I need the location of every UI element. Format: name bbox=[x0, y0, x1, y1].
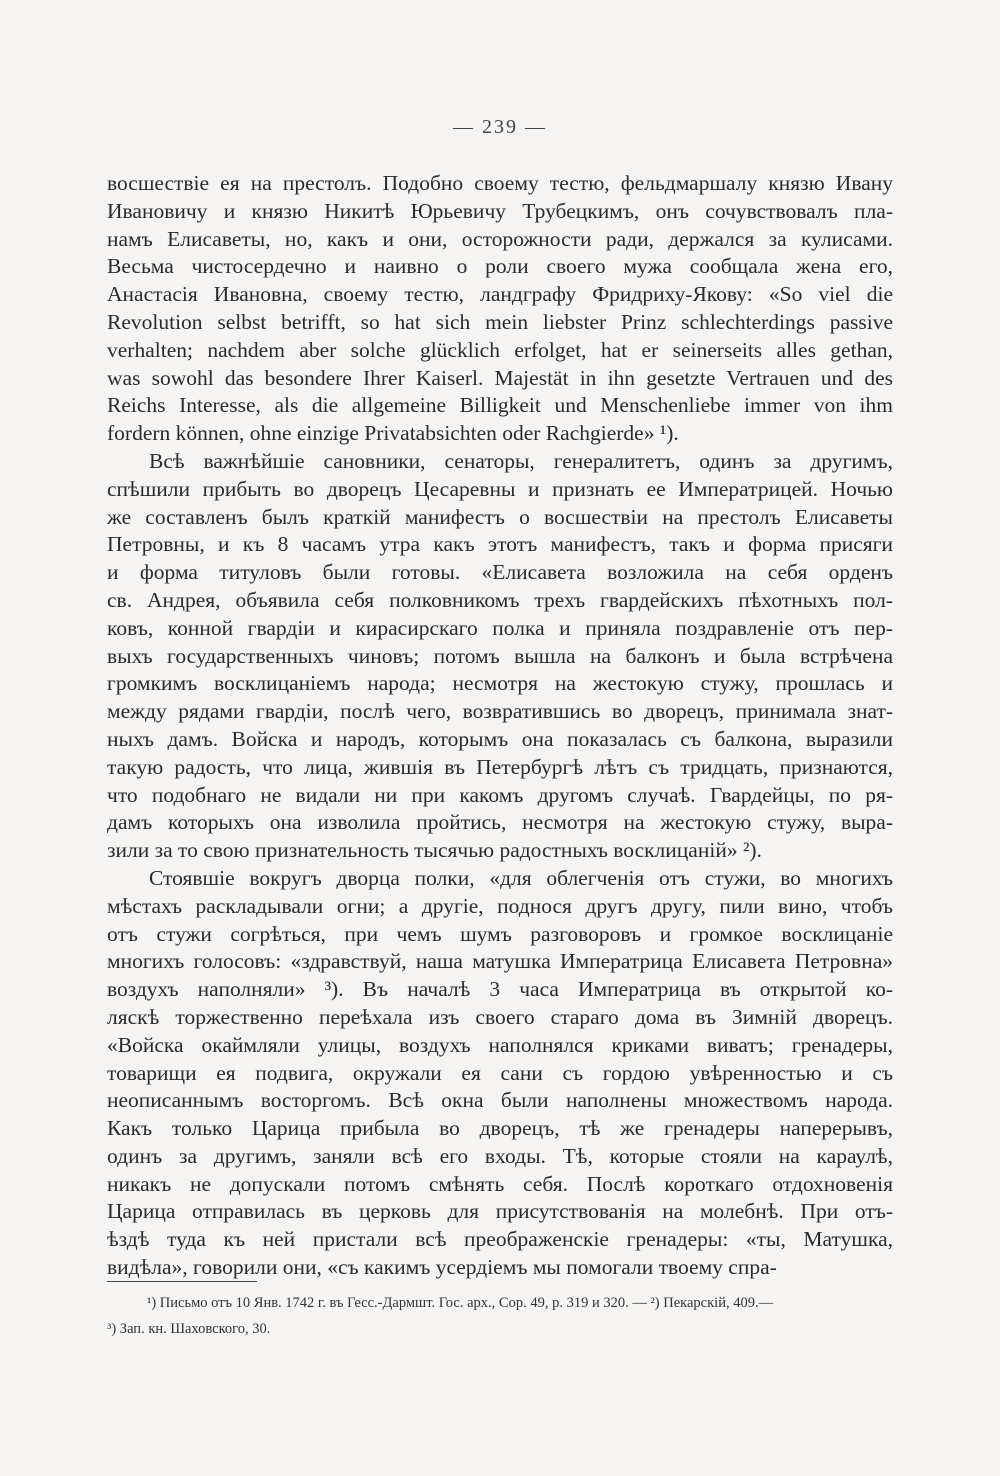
text-line: многихъ голосовъ: «здравствуй, наша матушка Императрица Елисавета Петровна» bbox=[107, 949, 893, 974]
text-line: громкимъ восклицаніемъ народа; несмотря на жестокую стужу, прошлась и bbox=[107, 671, 893, 696]
text-line: ковъ, конной гвардіи и кирасирскаго полка и приняла поздравленіе отъ пер- bbox=[107, 615, 893, 640]
text-line: Анастасія Ивановна, своему тестю, ландграфу Фридриху-Якову: «So viel die bbox=[107, 282, 893, 307]
paragraph bbox=[107, 170, 893, 448]
text-line: же составленъ былъ краткій манифестъ о восшествіи на престолъ Елисаветы bbox=[107, 504, 893, 529]
paragraph bbox=[107, 865, 893, 1282]
page-number: — 239 — bbox=[453, 116, 547, 138]
text-line: Весьма чистосердечно и наивно о роли своего мужа сообщала жена его, bbox=[107, 254, 893, 279]
text-line: verhalten; nachdem aber solche glücklich erfolget, hat er seinerseits alles gethan, bbox=[107, 337, 893, 362]
text-line: одинъ за другимъ, заняли всѣ его входы. Тѣ, которые стояли на караулѣ, bbox=[107, 1143, 893, 1168]
text-line: Петровны, и къ 8 часамъ утра какъ этотъ манифестъ, такъ и форма присяги bbox=[107, 532, 893, 557]
text-line: fordern können, ohne einzige Privatabsichten oder Rachgierde» ¹). bbox=[107, 421, 679, 446]
text-line: ляскѣ торжественно переѣхала изъ своего стараго дома въ Зимній дворецъ. bbox=[107, 1004, 893, 1029]
text-line: ныхъ дамъ. Войска и народъ, которымъ она показалась съ балкона, выразили bbox=[107, 726, 893, 751]
text-line: св. Андрея, объявила себя полковникомъ трехъ гвардейскихъ пѣхотныхъ пол- bbox=[107, 587, 893, 612]
text-line: «Войска окаймляли улицы, воздухъ наполнялся криками виватъ; гренадеры, bbox=[107, 1032, 893, 1057]
text-line: Ивановичу и князю Никитѣ Юрьевичу Трубецкимъ, онъ сочувствовалъ пла- bbox=[107, 198, 893, 223]
text-line: воздухъ наполняли» ³). Въ началѣ 3 часа Императрица въ открытой ко- bbox=[107, 977, 893, 1002]
text-line: ѣздѣ туда къ ней пристали всѣ преображенскіе гренадеры: «ты, Матушка, bbox=[107, 1227, 893, 1252]
text-line: зили за то свою признательность тысячью радостныхъ восклицаній» ²). bbox=[107, 838, 762, 863]
footnote-rule bbox=[107, 1281, 257, 1282]
text-line: и форма титуловъ были готовы. «Елисавета возложила на себя орденъ bbox=[107, 560, 893, 585]
body-text bbox=[107, 170, 893, 1282]
text-line: мѣстахъ раскладывали огни; а другіе, поднося другъ другу, пили вино, чтобъ bbox=[107, 893, 893, 918]
text-line: намъ Елисаветы, но, какъ и они, осторожности ради, держался за кулисами. bbox=[107, 226, 893, 251]
paragraph bbox=[107, 448, 893, 865]
text-line: Всѣ важнѣйшіе сановники, сенаторы, генералитетъ, одинъ за другимъ, bbox=[149, 448, 893, 473]
footnote: ¹) Письмо отъ 10 Янв. 1742 г. въ Гесс.-Дармшт. Гос. арх., Сор. 49, р. 319 и 320. — ²) Пекарскій, 409.— bbox=[147, 1295, 774, 1311]
text-line: отъ стужи согрѣться, при чемъ шумъ разговоровъ и громкое восклицаніе bbox=[107, 921, 893, 946]
text-line: товарищи ея подвига, окружали ея сани съ гордою увѣренностью и съ bbox=[107, 1060, 893, 1085]
text-line: Царица отправилась въ церковь для присутствованія на молебнѣ. При отъ- bbox=[107, 1199, 893, 1224]
text-line: выхъ государственныхъ чиновъ; потомъ вышла на балконъ и была встрѣчена bbox=[107, 643, 893, 668]
text-line: восшествіе ея на престолъ. Подобно своему тестю, фельдмаршалу князю Ивану bbox=[107, 171, 893, 195]
text-line: спѣшили прибыть во дворецъ Цесаревны и признать ее Императрицей. Ночью bbox=[107, 476, 893, 501]
text-line: Стоявшіе вокругъ дворца полки, «для облегченія отъ стужи, во многихъ bbox=[149, 865, 893, 890]
footnotes bbox=[107, 1290, 893, 1342]
text-line: неописаннымъ восторгомъ. Всѣ окна были наполнены множествомъ народа. bbox=[107, 1088, 893, 1113]
text-line: Какъ только Царица прибыла во дворецъ, тѣ же гренадеры наперерывъ, bbox=[107, 1116, 893, 1141]
text-line: Revolution selbst betrifft, so hat sich mein liebster Prinz schlechterdings passive bbox=[107, 309, 893, 334]
text-line: Reichs Interesse, als die allgemeine Billigkeit und Menschenliebe immer von ihm bbox=[107, 393, 893, 418]
text-line: такую радость, что лица, жившія въ Петербургѣ лѣтъ съ тридцать, признаются, bbox=[107, 754, 893, 779]
text-line: между рядами гвардіи, послѣ чего, возвратившись во дворецъ, принимала знат- bbox=[107, 699, 893, 724]
text-line: видѣла», говорили они, «съ какимъ усердіемъ мы помогали твоему спра- bbox=[107, 1255, 777, 1280]
footnote: ³) Зап. кн. Шаховского, 30. bbox=[107, 1321, 271, 1337]
text-line: что подобнаго не видали ни при какомъ другомъ случаѣ. Гвардейцы, по ря- bbox=[107, 782, 893, 807]
text-line: дамъ которыхъ она изволила пройтись, несмотря на жестокую стужу, выра- bbox=[107, 810, 893, 835]
text-line: никакъ не допускали потомъ смѣнять себя. Послѣ короткаго отдохновенія bbox=[107, 1171, 893, 1196]
text-line: was sowohl das besondere Ihrer Kaiserl. Majestät in ihn gesetzte Vertrauen und des bbox=[107, 365, 893, 390]
